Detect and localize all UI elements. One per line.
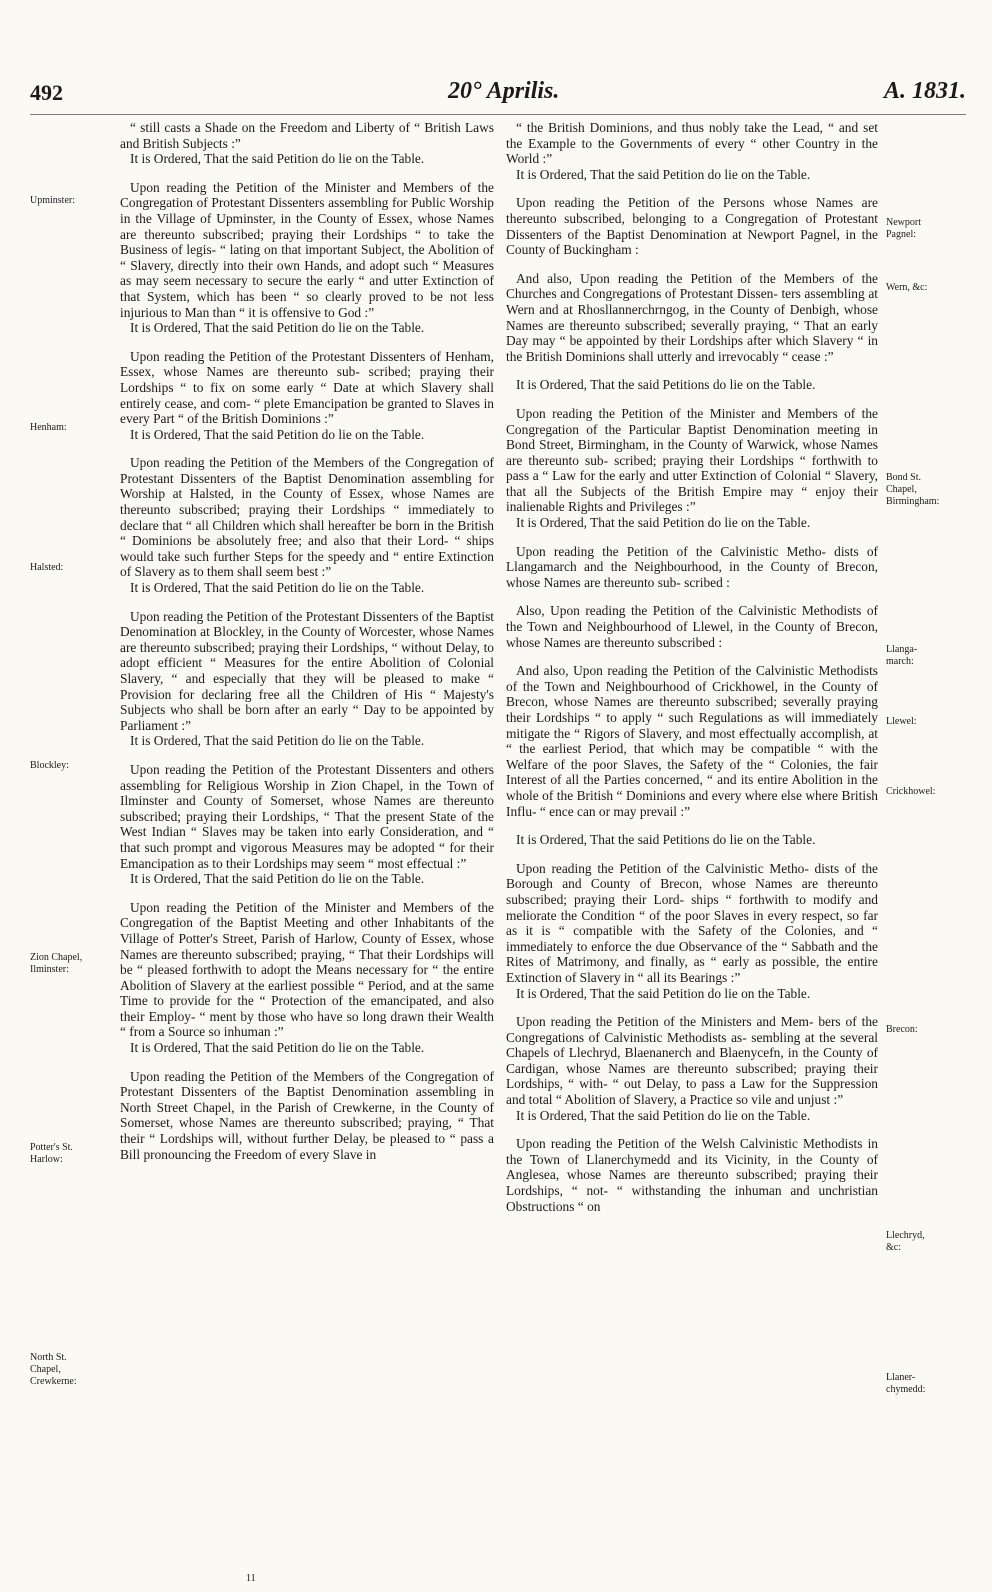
entry-paragraph: Upon reading the Petition of the Minister and Members of the Congregation of the Baptist Meeting and other Inhabitants of the Village of Potter's Street, Parish of Harlow, County of Essex, whose Names are thereunto subscribed; praying, “ That their Lordships will be “ pleased forthwith to adopt the Means necessary for “ the entire Abolition of Slavery at the earliest possible “ Period, and at the same Time to provide for the “ Protection of the emancipated, and also their Employ- “ ment by those who have so long drawn their Wealth “ from a Source so inhuman :”: [120, 899, 494, 1040]
entry-paragraph: It is Ordered, That the said Petition do lie on the Table.: [130, 580, 425, 596]
petition-entry: [506, 1014, 878, 1123]
entry-paragraph: Upon reading the Petition of the Minister and Members of the Congregation of the Particular Baptist Denomination meeting in Bond Street, Birmingham, in the County of Warwick, whose Names are thereunto sub- scribed; praying their Lordships “ forthwith to pass a “ Law for the early and utter Extinction of Colonial “ Slavery, that all the Subjects of the British Empire may “ enjoy their inalienable Rights and Privileges :”: [506, 405, 878, 515]
left-column: [120, 120, 494, 1175]
entry-paragraph: It is Ordered, That the said Petition do lie on the Table.: [516, 1107, 811, 1123]
margin-note: Wern, &c:: [886, 282, 928, 293]
entry-paragraph: “ the British Dominions, and thus nobly take the Lead, “ and set the Example to the Governments of every “ other Country in the World :”: [506, 120, 878, 167]
entry-paragraph: Upon reading the Petition of the Persons whose Names are thereunto subscribed, belonging to a Congregation of Protestant Dissenters of the Baptist Denomination at Newport Pagnel, in the County of Buckingham :: [506, 195, 878, 258]
margin-note: Llaner- chymedd:: [886, 1372, 926, 1395]
petition-entry: [506, 861, 878, 1001]
petition-entry: [120, 900, 494, 1056]
entry-paragraph: Upon reading the Petition of the Ministers and Mem- bers of the Congregations of Calvinistic Methodists as- sembling at the several Chapels of Llechryd, Blaenanerch and Blaenycefn, in the County of Cardigan, whose Names are thereunto subscribed; praying their Lordships, “ with- “ out Delay, to pass a Law for the Suppression and total “ Abolition of Slavery, a Practice so vile and unjust :”: [506, 1014, 878, 1108]
margin-note: Llechryd, &c:: [886, 1230, 925, 1253]
entry-paragraph: It is Ordered, That the said Petition do lie on the Table.: [516, 985, 811, 1001]
entry-paragraph: Upon reading the Petition of the Calvinistic Metho- dists of Llangamarch and the Neighbourhood, in the County of Brecon, whose Names are thereunto sub- scribed :: [506, 543, 878, 590]
entry-paragraph: It is Ordered, That the said Petition do lie on the Table.: [130, 871, 425, 887]
petition-entry: [506, 406, 878, 531]
margin-note: Zion Chapel, Ilminster:: [30, 952, 83, 975]
entry-paragraph: It is Ordered, That the said Petition do lie on the Table.: [516, 166, 811, 182]
entry-paragraph: It is Ordered, That the said Petition do lie on the Table.: [130, 426, 425, 442]
petition-entry: [506, 1136, 878, 1214]
entry-paragraph: Upon reading the Petition of the Members of the Congregation of Protestant Dissenters of the Baptist Denomination assembling for Worship at Halsted, in the County of Essex, whose Names are thereunto subscribed; praying their Lordships “ immediately to declare that “ all Children which shall hereafter be born in the British “ Dominions be absolutely free; and also that their Lord- “ ships would take such further Steps for the speedy and “ entire Extinction of Slavery as to them shall seem best :”: [120, 455, 494, 580]
running-header: [30, 76, 966, 116]
petition-entry: [506, 120, 878, 182]
entry-paragraph: Also, Upon reading the Petition of the Calvinistic Methodists of the Town and Neighbourhood of Llewel, in the County of Brecon, whose Names are thereunto subscribed :: [506, 603, 878, 650]
petition-entry: [506, 271, 878, 365]
petition-entry: [506, 832, 878, 848]
margin-note: Newport Pagnel:: [886, 217, 921, 240]
entry-paragraph: Upon reading the Petition of the Welsh Calvinistic Methodists in the Town of Llanerchymedd and its Vicinity, in the County of Anglesea, whose Names are thereunto subscribed; praying their Lordships, “ not- “ withstanding the inhuman and unchristian Obstructions “ on: [506, 1136, 878, 1214]
header-date: 20° Aprilis.: [448, 78, 560, 104]
margin-note: Brecon:: [886, 1024, 918, 1035]
margin-note: Halsted:: [30, 562, 64, 573]
margin-note: Crickhowel:: [886, 786, 936, 797]
petition-entry: [506, 377, 878, 393]
margin-note: Bond St. Chapel, Birmingham:: [886, 472, 940, 507]
petition-entry: [120, 180, 494, 336]
header-year: A. 1831.: [883, 78, 966, 104]
entry-paragraph: Upon reading the Petition of the Protestant Dissenters of Henham, Essex, whose Names are thereunto sub- scribed; praying their Lordships “ to fix on some early “ Date at which Slavery shall entirely cease, and com- “ plete Emancipation be granted to Slaves in every Part “ of the British Dominions :”: [120, 348, 494, 427]
entry-paragraph: And also, Upon reading the Petition of the Calvinistic Methodists of the Town and Neighbourhood of Crickhowel, in the County of Brecon, whose Names are thereunto subscribed; severally praying their Lordships “ to apply “ such Regulations as will immediately mitigate the “ Rigors of Slavery, and most effectually accomplish, at “ the earliest Period, that which may be compatible “ with the Welfare of the poor Slaves, the Safety of the “ Colonies, the fair Interest of all the Parties concerned, “ and its entire Abolition in the whole of the British “ Dominions and every where else where British Influ- “ ence can or may prevail :”: [506, 663, 878, 819]
entry-paragraph: It is Ordered, That the said Petitions do lie on the Table.: [516, 377, 816, 393]
header-rule: [30, 114, 966, 115]
page-number: 492: [30, 80, 63, 105]
petition-entry: [120, 120, 494, 167]
right-column: [506, 120, 878, 1227]
entry-paragraph: Upon reading the Petition of the Calvinistic Metho- dists of the Borough and County of Brecon, whose Names are thereunto subscribed; praying their Lord- ships “ forthwith to modify and meliorate the Condition “ of the poor Slaves in every respect, so far as it is “ compatible with the Safety of the Colonies, and “ immediately to enforce the due Observance of the “ Sabbath and the Rites of Matrimony, and finally, as “ early as possible, the entire Extinction of Slavery in “ all its Bearings :”: [506, 860, 878, 985]
entry-paragraph: It is Ordered, That the said Petition do lie on the Table.: [516, 515, 811, 531]
margin-note: Potter's St. Harlow:: [30, 1142, 73, 1165]
margin-note: Upminster:: [30, 195, 75, 206]
entry-paragraph: Upon reading the Petition of the Protestant Dissenters of the Baptist Denomination at Blockley, in the County of Worcester, whose Names are thereunto subscribed; praying their Lordships, “ without Delay, to adopt efficient “ Measures for the entire Abolition of Colonial Slavery, “ and especially that they will be pleased to make “ Provision for declaring free all the Children of His “ Majesty's Subjects who shall be born after an early “ Day to be appointed by Parliament :”: [120, 608, 494, 733]
petition-entry: [120, 609, 494, 749]
petition-entry: [120, 1069, 494, 1163]
margin-note: Blockley:: [30, 760, 69, 771]
entry-paragraph: Upon reading the Petition of the Members of the Congregation of Protestant Dissenters of the Baptist Denomination assembling in North Street Chapel, in the Parish of Crewkerne, in the County of Somerset, whose Names are thereunto subscribed; praying, “ That their “ Lordships will, without further Delay, be pleased to “ pass a Bill pronouncing the Freedom of every Slave in: [120, 1068, 494, 1162]
entry-paragraph: It is Ordered, That the said Petitions do lie on the Table.: [516, 832, 816, 848]
margin-note: North St. Chapel, Crewkerne:: [30, 1352, 77, 1387]
petition-entry: [120, 349, 494, 443]
entry-paragraph: Upon reading the Petition of the Minister and Members of the Congregation of Protestant Dissenters assembling for Public Worship in the Village of Upminster, in the County of Essex, whose Names are thereunto subscribed; praying their Lordships “ to take the Business of legis- “ lating on that important Subject, the Abolition of “ Slavery, directly into their own Hands, and adopt such “ Measures as may seem necessary to secure the early “ and utter Extinction of that System, which has been “ so clearly proved to be not less injurious to Man than “ it is offensive to God :”: [120, 179, 494, 320]
entry-paragraph: It is Ordered, That the said Petition do lie on the Table.: [130, 320, 425, 336]
petition-entry: [506, 663, 878, 819]
entry-paragraph: And also, Upon reading the Petition of the Members of the Churches and Congregations of Protestant Dissen- ters assembling at Wern and at Rhosllannerchrngog, in the County of Denbigh, whose Names are thereunto subscribed; severally praying, “ That an early Day may “ be appointed by their Lordships after which Slavery “ in the British Dominions shall utterly and irrevocably “ cease :”: [506, 270, 878, 364]
entry-paragraph: It is Ordered, That the said Petition do lie on the Table.: [130, 151, 425, 167]
margin-note: Henham:: [30, 422, 67, 433]
margin-note: Llanga- march:: [886, 644, 918, 667]
entry-paragraph: Upon reading the Petition of the Protestant Dissenters and others assembling for Religious Worship in Zion Chapel, in the Town of Ilminster and County of Somerset, whose Names are thereunto subscribed; praying their Lordships, “ That the present State of the West Indian “ Slaves may be taken into early Consideration, and “ that such prompt and vigorous Measures may be adopted “ for their Emancipation as to their Lordships may seem “ most effectual :”: [120, 761, 494, 871]
petition-entry: [120, 455, 494, 595]
margin-note: Llewel:: [886, 716, 917, 727]
petition-entry: [120, 762, 494, 887]
petition-entry: [506, 195, 878, 257]
entry-paragraph: It is Ordered, That the said Petition do lie on the Table.: [130, 1040, 425, 1056]
entry-paragraph: “ still casts a Shade on the Freedom and Liberty of “ British Laws and British Subjects :”: [120, 120, 494, 151]
printer-signature: 11: [246, 1573, 256, 1584]
entry-paragraph: It is Ordered, That the said Petition do lie on the Table.: [130, 733, 425, 749]
petition-entry: [506, 603, 878, 650]
petition-entry: [506, 544, 878, 591]
